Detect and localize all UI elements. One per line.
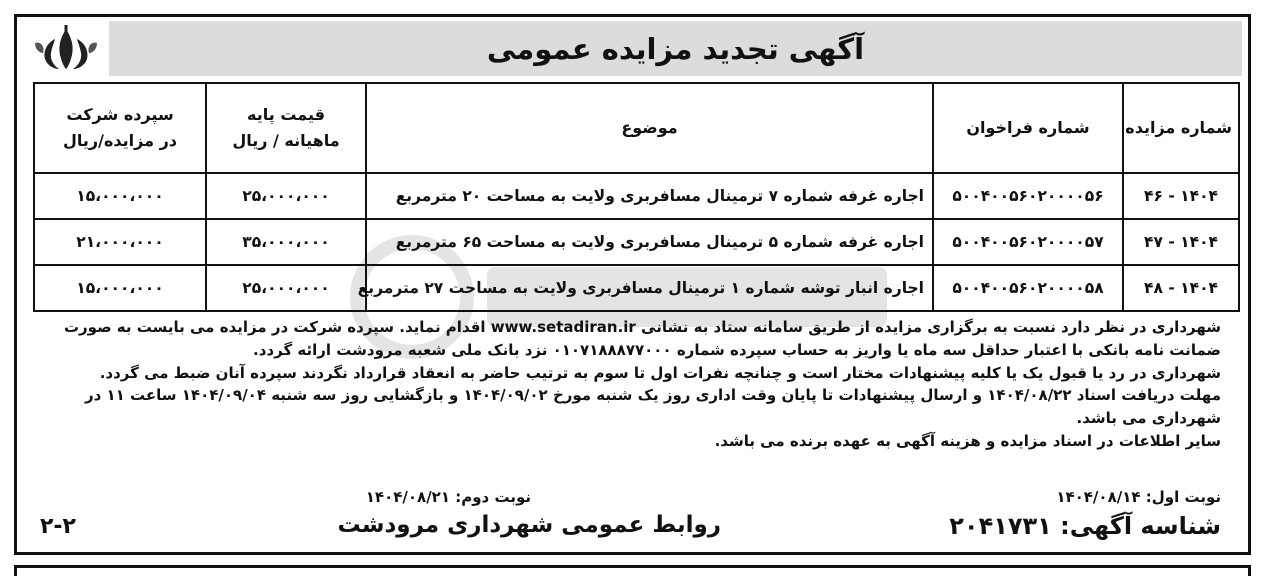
cell-deposit: ۲۱،۰۰۰،۰۰۰: [34, 219, 206, 265]
page-number: ۲-۲: [40, 514, 76, 539]
header-base-price: [206, 83, 366, 173]
notice-title: آگهی تجدید مزایده عمومی: [486, 31, 865, 66]
cell-base-price: ۲۵،۰۰۰،۰۰۰: [206, 265, 366, 311]
cell-subject: اجاره غرفه شماره ۷ ترمینال مسافربری ولایت به مساحت ۲۰ مترمربع: [366, 173, 933, 219]
cell-subject: اجاره غرفه شماره ۵ ترمینال مسافربری ولایت به مساحت ۶۵ مترمربع: [366, 219, 933, 265]
cell-call-no: ۵۰۰۴۰۰۵۶۰۲۰۰۰۰۵۶: [933, 173, 1123, 219]
notice-body: [18, 316, 1221, 453]
iran-emblem-icon: [31, 23, 101, 75]
cell-base-price: ۲۵،۰۰۰،۰۰۰: [206, 173, 366, 219]
cell-subject: اجاره انبار توشه شماره ۱ ترمینال مسافربری ولایت به مساحت ۲۷ مترمربع: [366, 265, 933, 311]
header-base-price-line1: قیمت پایه: [247, 105, 325, 124]
header-auction-no: شماره مزایده: [1123, 83, 1239, 173]
cell-deposit: ۱۵،۰۰۰،۰۰۰: [34, 265, 206, 311]
table-row: [34, 265, 1239, 311]
next-notice-border: [14, 565, 1251, 576]
notice-footer: [18, 512, 1221, 548]
table-row: [34, 219, 1239, 265]
cell-auction-no: ۱۴۰۴ - ۴۸: [1123, 265, 1239, 311]
header-base-price-line2: ماهیانه / ریال: [232, 131, 340, 150]
second-publication: نوبت دوم: ۱۴۰۴/۰۸/۲۱: [365, 488, 531, 506]
cell-base-price: ۳۵،۰۰۰،۰۰۰: [206, 219, 366, 265]
paragraph-setad: شهرداری در نظر دارد نسبت به برگزاری مزایده از طریق سامانه ستاد به نشانی www.setadiran.ir اقدام نماید. سپرده شرکت در مزایده می بایست به صورت ضمانت نامه بانکی با اعتبار حداقل سه ماه یا واریز به حساب سپرده شماره ۰۱۰۷۱۸۸۸۷۷۰۰۰ نزد بانک ملی شعبه مرودشت ارائه گردد.: [63, 318, 1221, 359]
table-header-row: [34, 83, 1239, 173]
notice-frame: [14, 14, 1251, 555]
cell-call-no: ۵۰۰۴۰۰۵۶۰۲۰۰۰۰۵۸: [933, 265, 1123, 311]
cell-auction-no: ۱۴۰۴ - ۴۶: [1123, 173, 1239, 219]
cell-auction-no: ۱۴۰۴ - ۴۷: [1123, 219, 1239, 265]
publisher-name: روابط عمومی شهرداری مرودشت: [337, 512, 721, 538]
first-publication: نوبت اول: ۱۴۰۴/۰۸/۱۴: [1056, 488, 1221, 506]
header-deposit-line2: در مزایده/ریال: [63, 131, 177, 150]
header-subject: موضوع: [366, 83, 933, 173]
paragraph-other-info: سایر اطلاعات در اسناد مزایده و هزینه آگهی به عهده برنده می باشد.: [714, 431, 1221, 450]
cell-call-no: ۵۰۰۴۰۰۵۶۰۲۰۰۰۰۵۷: [933, 219, 1123, 265]
paragraph-rights: شهرداری در رد یا قبول یک یا کلیه پیشنهادات مختار است و چنانچه نفرات اول تا سوم به ترتیب حاضر به انعقاد قرارداد نگردند سپرده آنان ضبط می گردد.: [99, 363, 1221, 382]
header-call-no: شماره فراخوان: [933, 83, 1123, 173]
header-deposit: [34, 83, 206, 173]
paragraph-deadlines: مهلت دریافت اسناد ۱۴۰۴/۰۸/۲۲ و ارسال پیشنهادات تا پایان وقت اداری روز یک شنبه مورخ ۱۴۰۴/۰۹/۰۲ و بازگشایی روز سه شنبه ۱۴۰۴/۰۹/۰۴ ساعت ۱۱ در شهرداری می باشد.: [84, 386, 1221, 428]
table-row: [34, 173, 1239, 219]
publication-dates: [18, 488, 1221, 512]
header-deposit-line1: سپرده شرکت: [66, 105, 174, 124]
auction-table: [33, 82, 1240, 312]
title-band: [109, 21, 1242, 76]
cell-deposit: ۱۵،۰۰۰،۰۰۰: [34, 173, 206, 219]
ad-identifier: شناسه آگهی: ۲۰۴۱۷۳۱: [949, 512, 1221, 540]
